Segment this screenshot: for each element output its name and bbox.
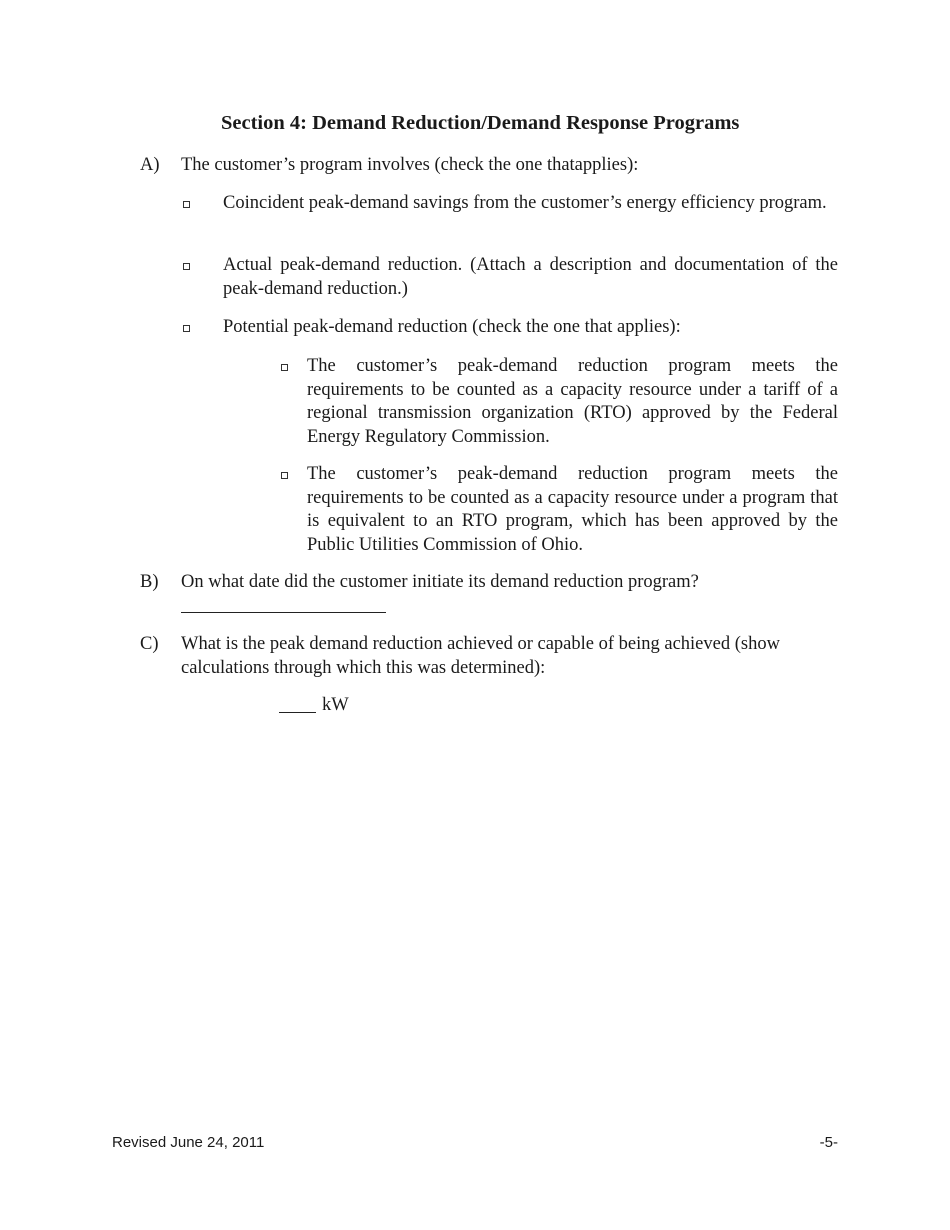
sub-option-rto-tariff-text: The customer’s peak-demand reduction program meets the requirements to be counted as a capacity resource under a tariff of a regional transmission organization (RTO) approved by the Federal Energy Regulatory Commission. [307,356,838,447]
question-a-label: A) [140,155,160,175]
sub-option-equivalent-checkbox[interactable] [281,472,288,479]
option-coincident-text: Coincident peak-demand savings from the customer’s energy efficiency program. [223,193,827,213]
initiation-date-field[interactable] [181,612,386,613]
page-number: -5- [819,1134,838,1151]
sub-option-rto-tariff-checkbox[interactable] [281,364,288,371]
question-b-text: On what date did the customer initiate its demand reduction program? [181,572,699,592]
option-actual-checkbox[interactable] [183,263,190,270]
section-title: Section 4: Demand Reduction/Demand Response Programs [221,112,740,134]
peak-demand-kw-field[interactable] [279,712,316,713]
revised-date: Revised June 24, 2011 [112,1134,265,1151]
question-c-label: C) [140,634,159,654]
option-potential-text: Potential peak-demand reduction (check the one that applies): [223,317,681,337]
option-coincident-checkbox[interactable] [183,201,190,208]
question-a-text: The customer’s program involves (check the one thatapplies): [181,155,639,175]
question-c-text: What is the peak demand reduction achieved or capable of being achieved (show calculations through which this was determined): [181,634,780,678]
sub-option-equivalent-text: The customer’s peak-demand reduction program meets the requirements to be counted as a capacity resource under a program that is equivalent to an RTO program, which has been approved by the Public Utilities Commission of Ohio. [307,464,838,555]
option-actual-text: Actual peak-demand reduction. (Attach a description and documentation of the peak-demand reduction.) [223,255,838,299]
peak-demand-unit: kW [322,695,349,715]
question-b-label: B) [140,572,159,592]
option-potential-checkbox[interactable] [183,325,190,332]
